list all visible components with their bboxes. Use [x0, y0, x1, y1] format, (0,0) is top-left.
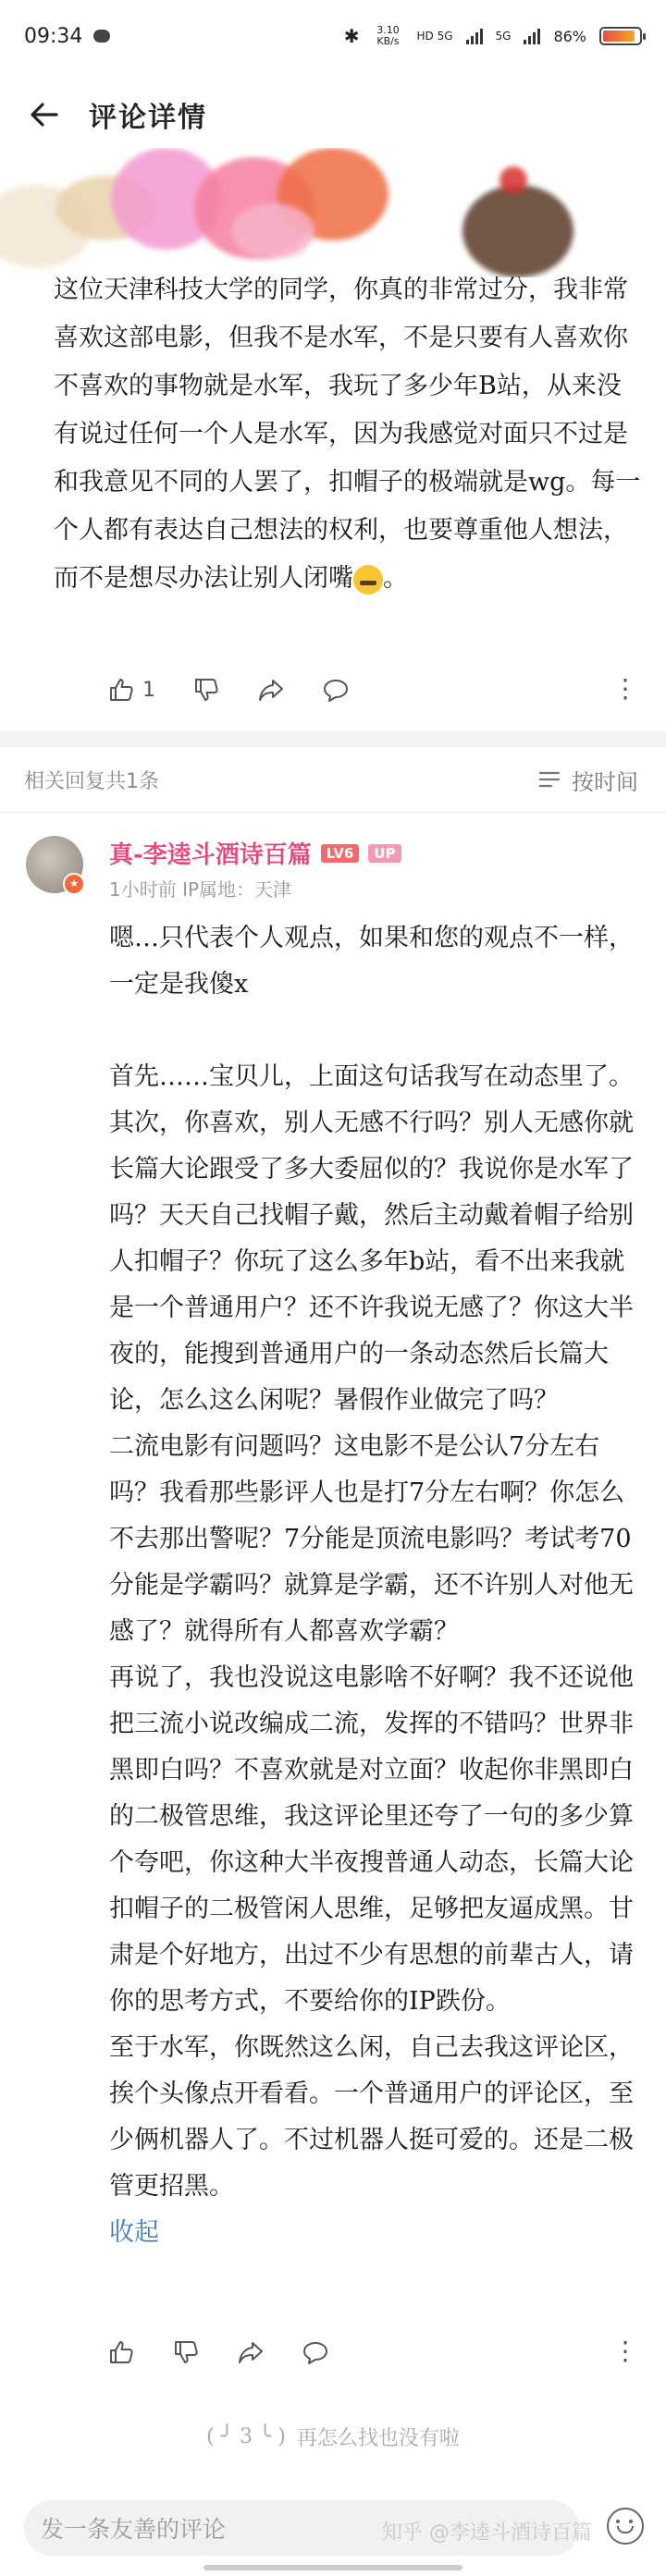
home-indicator	[204, 2565, 462, 2570]
end-of-list-hint	[0, 2413, 666, 2459]
reply-paragraph: 首先……宝贝儿，上面这句话我写在动态里了。	[109, 1062, 634, 1091]
signal-label-2: 5G	[495, 30, 512, 43]
signal-label-1: HD 5G	[416, 30, 453, 43]
verified-badge-icon: ★	[63, 873, 85, 895]
network-speed: 3.10 KB/s	[376, 24, 400, 47]
arrow-left-icon	[29, 99, 60, 130]
avatar[interactable]	[26, 836, 83, 893]
thumb-up-icon	[107, 2338, 135, 2366]
dislike-button[interactable]	[192, 676, 220, 704]
signal-strength-icon-2	[524, 29, 540, 44]
decorative-stickers	[0, 148, 666, 277]
kaomoji: ( ╯ 3 ╰ )	[206, 2424, 286, 2448]
reply-more-options-icon[interactable]: ⋮	[612, 2336, 638, 2366]
reply-paragraph: 其次，你喜欢，别人无感不行吗？别人无感你就长篇大论跟受了多大委屈似的？我说你是水军了吗？天天自己找帽子戴，然后主动戴着帽子给别人扣帽子？你玩了这么多年b站，看不出来我就是一个普通用户？还不许我说无感了？你这大半夜的，能搜到普通用户的一条动态然后长篇大论，怎么这么闲呢？暑假作业做完了吗？	[109, 1109, 634, 1415]
thumb-down-icon	[192, 676, 220, 704]
emoji-icon[interactable]	[607, 2508, 644, 2545]
signal-strength-icon	[466, 29, 483, 44]
reply-paragraph: 至于水军，你既然这么闲，自己去我这评论区，挨个头像点开看看。一个普通用户的评论区，至少俩机器人了。不过机器人挺可爱的。还是二极管更招黑。	[109, 2033, 634, 2201]
reply-button[interactable]	[322, 676, 350, 704]
share-arrow-icon	[257, 676, 285, 704]
page-header	[0, 72, 666, 157]
reply-paragraph: 二流电影有问题吗？这电影不是公认7分左右吗？我看那些影评人也是打7分左右啊？你怎么不去那出警呢？7分能是顶流电影吗？考试考70分能是学霸吗？就算是学霸，还不许别人对他无感了？就得所有人都喜欢学霸？	[109, 1432, 634, 1646]
battery-icon	[599, 27, 642, 45]
main-comment	[54, 266, 646, 603]
reply-body	[109, 915, 646, 2256]
reply-share-button[interactable]	[237, 2338, 265, 2366]
thumb-down-icon	[172, 2338, 200, 2366]
sort-lines-icon	[538, 770, 561, 789]
collapse-button[interactable]: 收起	[109, 2218, 159, 2247]
reply-reply-button[interactable]	[302, 2338, 329, 2366]
zipper-mouth-emoji-icon	[353, 565, 383, 595]
like-button[interactable]	[107, 676, 155, 704]
end-hint-text: 再怎么找也没有啦	[296, 2426, 460, 2450]
replies-separator	[0, 812, 666, 813]
comment-bubble-icon	[302, 2338, 329, 2366]
reply-dislike-button[interactable]	[172, 2338, 200, 2366]
replies-header	[0, 747, 666, 812]
battery-percent: 86%	[553, 27, 586, 45]
share-button[interactable]	[257, 676, 285, 704]
chat-bubble-icon	[93, 30, 110, 43]
comment-bubble-icon	[322, 676, 350, 704]
main-comment-actions	[0, 662, 666, 718]
comment-input-placeholder: 发一条友善的评论	[41, 2516, 227, 2543]
status-bar	[0, 0, 666, 72]
comment-input-bar	[0, 2487, 666, 2576]
reply-meta: 1小时前 IP属地：天津	[109, 878, 292, 901]
share-arrow-icon	[237, 2338, 265, 2366]
sort-by-time-button[interactable]	[538, 764, 638, 796]
up-badge: UP	[368, 844, 401, 863]
more-options-icon[interactable]: ⋮	[612, 673, 638, 704]
thumb-up-icon	[107, 676, 135, 704]
back-button[interactable]	[0, 72, 89, 157]
status-time: 09:34	[24, 24, 83, 48]
reply-user-row	[109, 836, 401, 870]
main-comment-text: 这位天津科技大学的同学，你真的非常过分，我非常喜欢这部电影，但我不是水军，不是只要有人喜欢你不喜欢的事物就是水军，我玩了多少年B站，从来没有说过任何一个人是水军，因为我感觉对面只不过是和我意见不同的人罢了，扣帽子的极端就是wg。每一个人都有表达自己想法的权利，也要尊重他人想法，而不是想尽办法让别人闭嘴	[54, 276, 641, 593]
reply-count-label: 相关回复共1条	[24, 769, 159, 793]
reply-actions	[0, 2325, 666, 2380]
reply-paragraph: 再说了，我也没说这电影啥不好啊？我不还说他把三流小说改编成二流，发挥的不错吗？世界非黑即白吗？不喜欢就是对立面？收起你非黑即白的二极管思维，我这评论里还夸了一句的多少算个夸吧，你这种大半夜搜普通人动态，长篇大论扣帽子的二极管闲人思维，足够把友逼成黑。甘肃是个好地方，出过不少有思想的前辈古人，请你的思考方式，不要给你的IP跌份。	[109, 1663, 634, 2016]
reply-paragraph: 嗯…只代表个人观点，如果和您的观点不一样，一定是我傻x	[109, 924, 634, 999]
watermark: 知乎 @李逵斗酒诗百篇	[382, 2521, 592, 2545]
bluetooth-icon: ✱	[343, 25, 360, 47]
main-comment-end: 。	[383, 564, 408, 593]
like-count: 1	[142, 678, 155, 702]
level-badge: LV6	[321, 844, 360, 863]
page-title: 评论详情	[89, 102, 207, 134]
reply-username[interactable]: 真-李逵斗酒诗百篇	[109, 841, 312, 869]
reply-like-button[interactable]	[107, 2338, 135, 2366]
section-divider	[0, 730, 666, 747]
sort-label: 按时间	[572, 768, 638, 795]
